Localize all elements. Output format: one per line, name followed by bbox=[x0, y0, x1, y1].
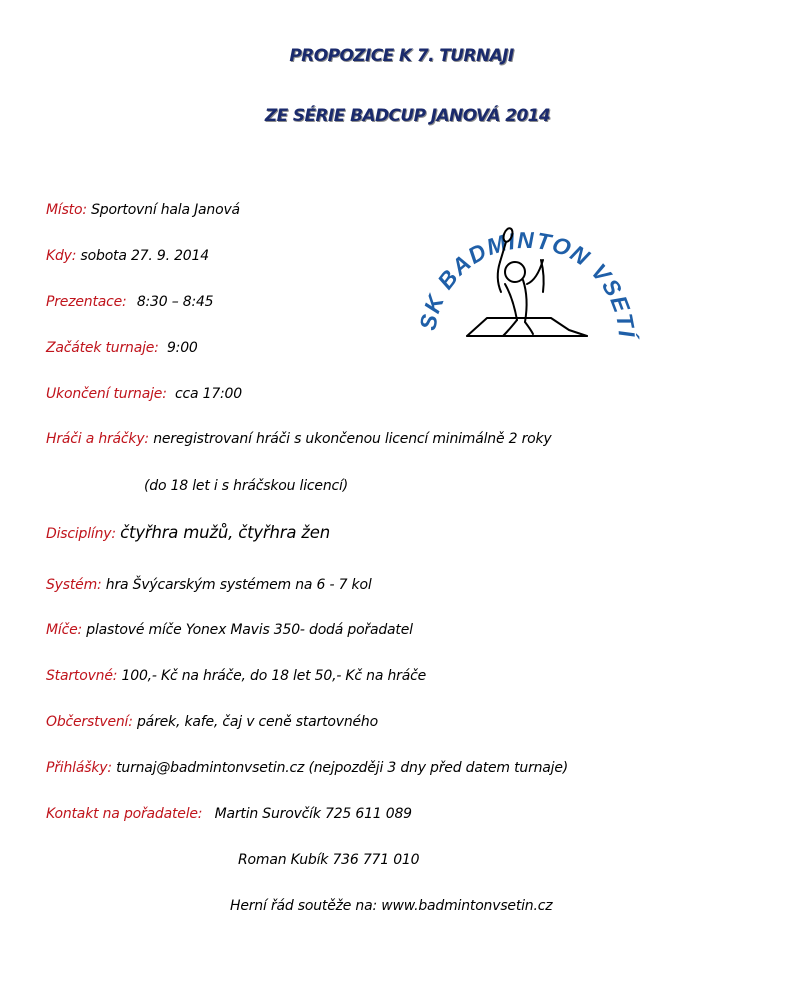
footer-rules bbox=[230, 898, 552, 914]
label-zacatek: Začátek turnaje: bbox=[46, 340, 159, 356]
value-ukonceni: cca 17:00 bbox=[174, 386, 242, 402]
row-ukonceni bbox=[46, 386, 242, 402]
label-prezentace: Prezentace: bbox=[46, 294, 127, 310]
row-system bbox=[46, 577, 372, 593]
club-logo bbox=[405, 180, 645, 360]
value-kdy: sobota 27. 9. 2014 bbox=[80, 248, 209, 264]
badminton-logo-icon bbox=[405, 180, 645, 360]
label-kdy: Kdy: bbox=[46, 248, 77, 264]
label-misto: Místo: bbox=[46, 202, 87, 218]
row-startovne bbox=[46, 668, 426, 684]
label-obcerstveni: Občerstvení: bbox=[46, 714, 133, 730]
row-hraci bbox=[46, 431, 552, 447]
row-kdy bbox=[46, 248, 209, 264]
value-obcerstveni: párek, kafe, čaj v ceně startovného bbox=[137, 714, 378, 730]
row-misto bbox=[46, 202, 240, 218]
row-discipliny bbox=[46, 523, 330, 542]
value-discipliny: čtyřhra mužů, čtyřhra žen bbox=[120, 523, 330, 542]
logo-arc-text: SK BADMINTON VSETÍ bbox=[414, 226, 641, 339]
row-zacatek bbox=[46, 340, 198, 356]
value-kontakt-1: Martin Surovčík 725 611 089 bbox=[214, 806, 412, 822]
label-prihlasky: Přihlášky: bbox=[46, 760, 112, 776]
value-zacatek: 9:00 bbox=[166, 340, 198, 356]
row-prezentace bbox=[46, 294, 213, 310]
value-system: hra Švýcarským systémem na 6 - 7 kol bbox=[105, 577, 372, 593]
value-startovne: 100,- Kč na hráče, do 18 let 50,- Kč na hráče bbox=[121, 668, 426, 684]
row-prihlasky bbox=[46, 760, 568, 776]
row-kontakt bbox=[46, 806, 412, 822]
label-mice: Míče: bbox=[46, 622, 82, 638]
label-startovne: Startovné: bbox=[46, 668, 118, 684]
label-kontakt: Kontakt na pořadatele: bbox=[46, 806, 203, 822]
svg-text:SK BADMINTON VSETÍN, o.s. bbox=[405, 180, 641, 341]
label-hraci: Hráči a hráčky: bbox=[46, 431, 149, 447]
label-ukonceni: Ukončení turnaje: bbox=[46, 386, 167, 402]
value-misto: Sportovní hala Janová bbox=[91, 202, 240, 218]
value-hraci: neregistrovaní hráči s ukončenou licencí minimálně 2 roky bbox=[153, 431, 552, 447]
row-kontakt-2 bbox=[238, 852, 419, 868]
footer-text: Herní řád soutěže na: www.badmintonvsetin.cz bbox=[230, 898, 553, 914]
value-mice: plastové míče Yonex Mavis 350- dodá pořadatel bbox=[86, 622, 413, 638]
row-hraci-note bbox=[144, 478, 348, 494]
value-hraci-note: (do 18 let i s hráčskou licencí) bbox=[144, 478, 348, 494]
row-mice bbox=[46, 622, 413, 638]
title-line-2: ZE SÉRIE BADCUP JANOVÁ 2014 bbox=[264, 106, 551, 126]
value-prezentace: 8:30 – 8:45 bbox=[136, 294, 214, 310]
title-line-1: PROPOZICE K 7. TURNAJI bbox=[289, 46, 514, 66]
label-discipliny: Disciplíny: bbox=[46, 526, 116, 542]
value-kontakt-2: Roman Kubík 736 771 010 bbox=[238, 852, 420, 868]
value-prihlasky: turnaj@badmintonvsetin.cz (nejpozději 3 dny před datem turnaje) bbox=[116, 760, 569, 776]
label-system: Systém: bbox=[46, 577, 102, 593]
row-obcerstveni bbox=[46, 714, 378, 730]
